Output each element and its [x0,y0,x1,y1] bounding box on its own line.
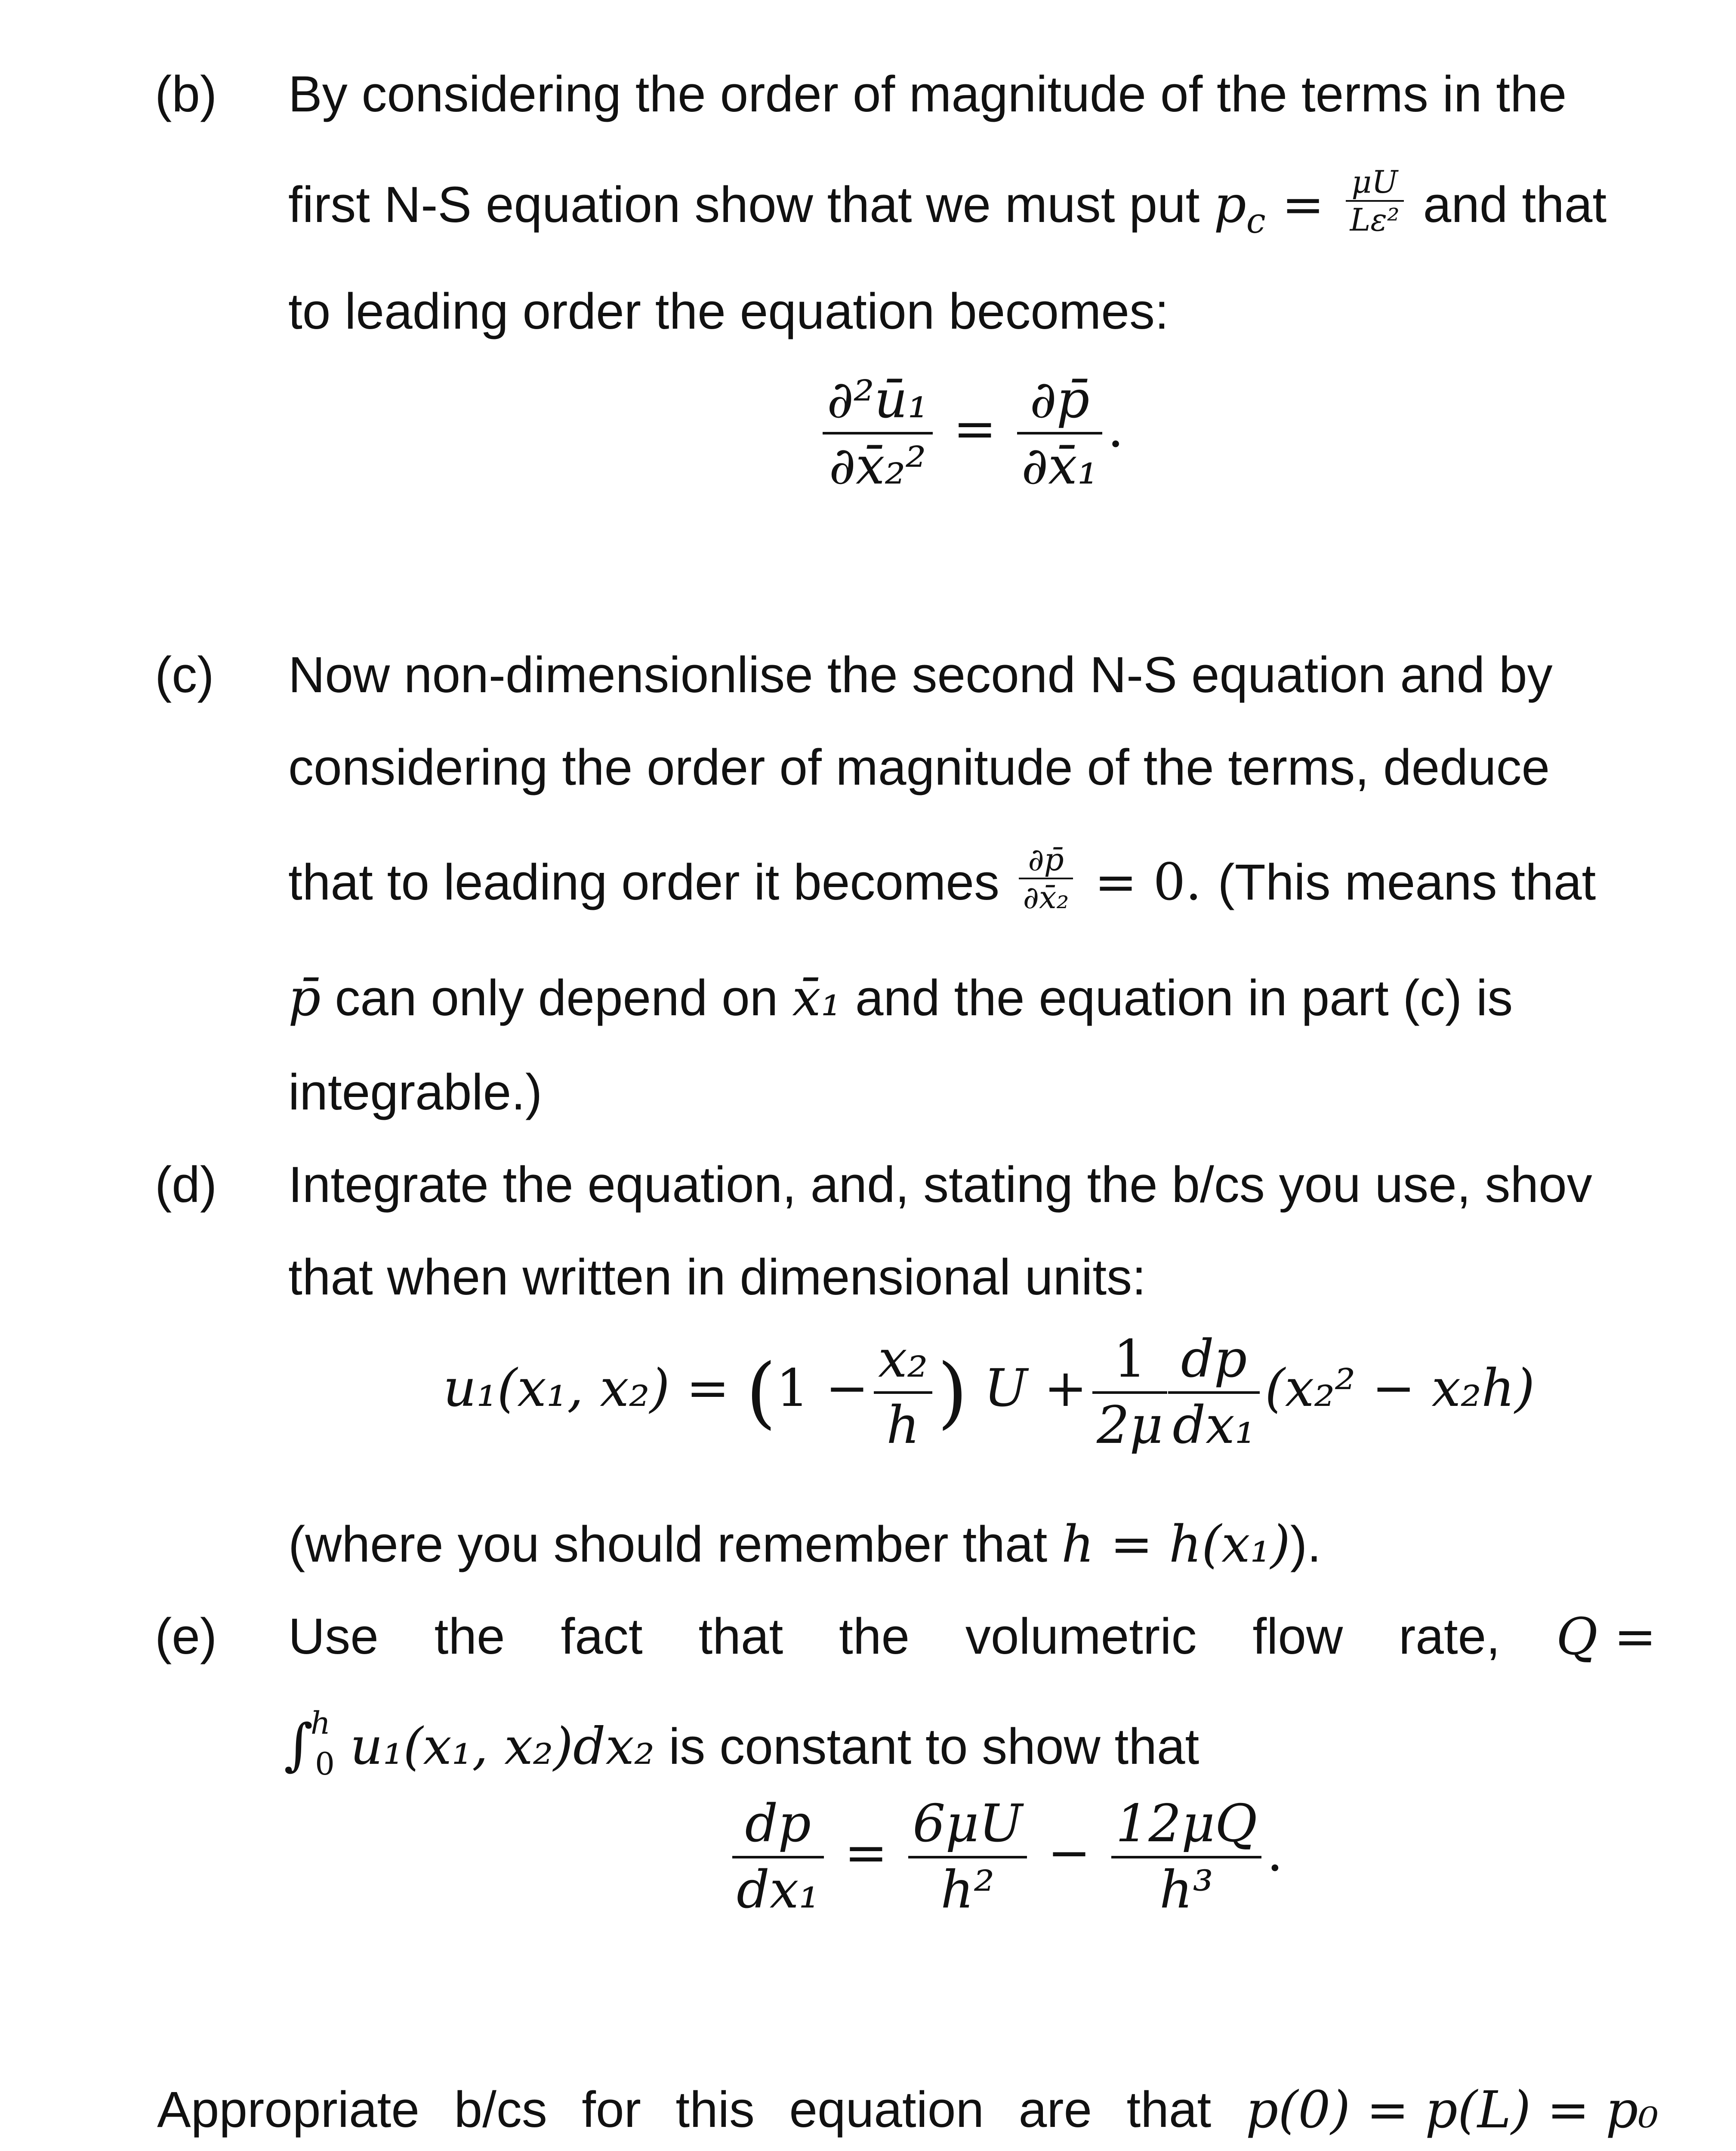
appendix-word: equation [789,2081,984,2138]
part-b-equation: $\frac{\text{∂²ū₁}}{\text{∂x̄₂²}}$ = $\frac{\partial p̄}{\text{∂x̄₁}}$ . [817,374,1124,492]
part-e-line-1 [288,1607,1656,1666]
part-c-fraction [1019,841,1073,915]
part-c-label: (c) [155,647,214,703]
part-e-eq-lhs-den: dx₁ [737,1860,820,1920]
part-e-integral-upper: h [310,1704,331,1741]
part-b-line-3: to leading order the equation becomes: [288,283,1169,340]
part-d-eq-frac1-num: x₂ [874,1334,932,1394]
part-c-line-3-tail: (This means that [1218,854,1596,911]
part-d-eq-frac2-num: 1 [1092,1334,1167,1394]
appendix-word: b/cs [454,2081,547,2138]
part-b-eq-rhs-num: ∂p̄ [1017,374,1102,435]
appendix-word: this [675,2081,755,2138]
part-e-integral-sign: ∫ [284,1712,313,1777]
part-e-word: fact [561,1608,643,1665]
part-d-line-3-math: h = h(x₁) [1061,1514,1290,1574]
appendix-word: that [1126,2081,1212,2138]
part-c-line-4-text: can only depend on [321,970,792,1026]
part-b-equals: = [1265,175,1341,234]
part-b-eq-rhs [1017,370,1102,496]
part-c-equals-zero: = 0. [1078,852,1218,912]
part-d-equation: u₁(x₁, x₂) = (1 − $\frac{\text{x₂}}{h}$ ) U + $\frac{1}{2\mu}$ $\frac{dp}{\text{dx₁}}$ (x₂² − x₂h) [443,1329,1535,1455]
part-e-label: (e) [155,1608,217,1665]
part-c-line-1: Now non-dimensionlise the second N-S equation and by [288,647,1553,703]
part-e-word: Use [288,1608,379,1665]
appendix-line-1 [157,2080,1659,2139]
part-b-eq-lhs-den: ∂x̄₂² [829,436,926,496]
part-b-line-2 [288,164,1607,243]
part-d-line-3-tail: ). [1290,1516,1321,1573]
part-e-eq-term1-den: h² [940,1860,995,1920]
part-b-pc-denominator: Lε² [1350,202,1400,238]
part-e-word: volumetric [965,1608,1197,1665]
part-d-eq-one: 1 − [776,1359,869,1419]
part-e-word: the [434,1608,505,1665]
part-e-line-2 [284,1704,1199,1782]
part-b-line-1: By considering the order of magnitude of the terms in the [288,66,1567,123]
part-d-line-3-text: (where you should remember that [288,1516,1062,1573]
part-e-eq-term2-den: h³ [1159,1860,1214,1920]
part-d-eq-frac2-den: 2μ [1097,1396,1163,1455]
part-b-line-2-tail: and that [1409,176,1607,234]
part-e-eq-term2-num: 12μQ [1111,1798,1261,1858]
part-d-eq-frac2 [1092,1329,1167,1455]
part-b-pc-symbol: p [1214,175,1246,234]
appendix-word: Appropriate [157,2081,420,2138]
part-d-eq-frac3-num: dp [1168,1334,1260,1394]
part-b-eq-lhs-num: ∂²ū₁ [823,374,933,435]
part-e-word: that [698,1608,783,1665]
part-c-xbar: x̄₁ [792,968,842,1027]
part-e-eq-term2 [1111,1794,1261,1920]
part-c-frac-den: ∂x̄₂ [1023,879,1069,915]
part-e-eq-term1 [908,1794,1027,1920]
part-c-line-4-tail: and the equation in part (c) is [841,970,1513,1026]
part-e-integrand: u₁(x₁, x₂)dx₂ [350,1716,655,1776]
part-e-word: flow [1252,1608,1343,1665]
appendix-word: for [582,2081,641,2138]
part-b-pc-fraction [1346,164,1404,238]
part-c-line-4 [288,968,1513,1027]
part-d-line-3 [288,1514,1321,1574]
part-d-label: (d) [155,1156,217,1213]
part-b-pc-numerator: μU [1346,166,1404,202]
part-e-word: the [839,1608,910,1665]
part-c-frac-num: ∂p̄ [1019,844,1073,879]
part-e-eq-lhs [732,1794,824,1920]
part-b-label: (b) [155,66,217,123]
part-c-line-3-text: that to leading order it becomes [288,854,1014,911]
part-c-line-5: integrable.) [288,1064,543,1121]
part-e-integral-lower: 0 [315,1745,335,1782]
part-d-eq-lhs: u₁(x₁, x₂) = [443,1359,746,1419]
part-e-eq-period: . [1267,1823,1283,1883]
part-e-equation: $\frac{dp}{\text{dx₁}}$ = $\frac{6\mu U}{\text{h²}}$ − $\frac{12\mu Q}{\text{h³}}$ . [727,1798,1283,1916]
part-c-line-2: considering the order of magnitude of the terms, deduce [288,739,1550,796]
part-d-eq-frac3 [1168,1329,1260,1455]
part-b-eq-lhs [823,370,933,496]
part-d-eq-frac1 [874,1329,932,1455]
part-b-pc-subscript: c [1246,200,1266,241]
part-e-eq-lhs-num: dp [732,1798,824,1858]
part-d-eq-u: U + [984,1359,1087,1419]
part-b-eq-period: . [1107,399,1124,459]
part-e-eq-term1-num: 6μU [908,1798,1027,1858]
part-d-eq-frac3-den: dx₁ [1172,1396,1255,1455]
part-d-eq-tail: (x₂² − x₂h) [1264,1359,1535,1419]
part-e-word: rate, [1398,1608,1501,1665]
appendix-bc-math: p(0) = p(L) = p₀ [1246,2080,1659,2139]
part-c-pbar: p̄ [288,968,321,1027]
part-b-line-2-text: first N-S equation show that we must put [288,176,1214,234]
part-e-q-equals: Q = [1556,1607,1656,1666]
part-c-line-3 [288,841,1596,921]
appendix-word: are [1018,2081,1092,2138]
part-d-eq-frac1-den: h [886,1396,920,1455]
part-e-line-2-text: is constant to show that [654,1718,1199,1775]
part-d-line-1: Integrate the equation, and, stating the b/cs you use, shov [288,1156,1592,1213]
part-d-line-2: that when written in dimensional units: [288,1249,1146,1306]
part-b-eq-rhs-den: ∂x̄₁ [1021,436,1098,496]
